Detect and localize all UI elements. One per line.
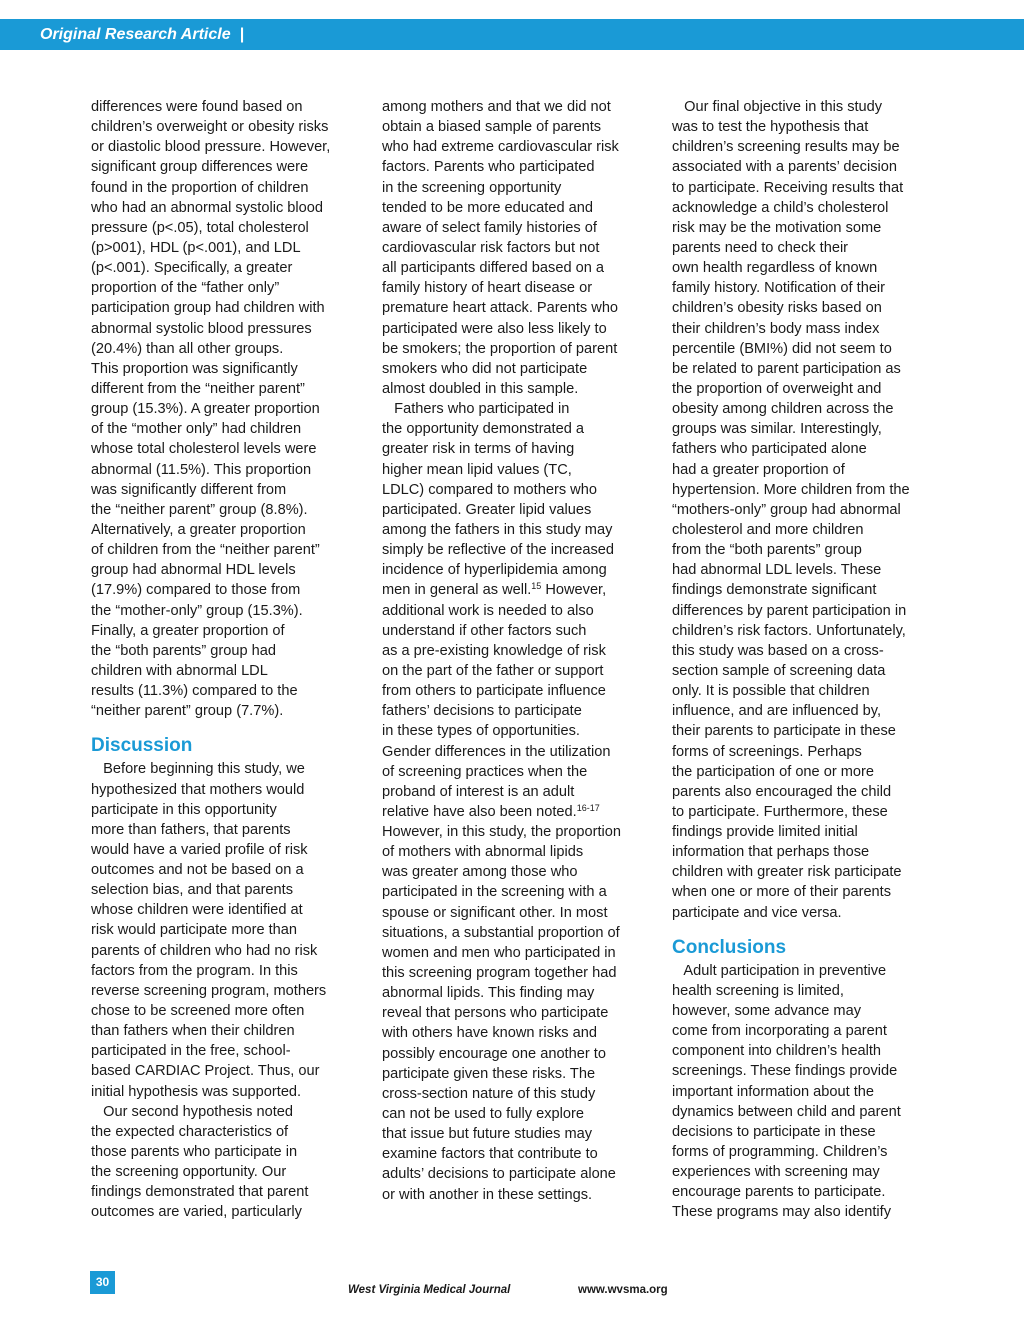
text-line: Gender differences in the utilization	[382, 743, 611, 760]
text-line: children with abnormal LDL	[91, 662, 268, 679]
text-line: findings demonstrate significant	[672, 582, 877, 599]
text-line: smokers who did not participate	[382, 360, 588, 377]
text-line: adults’ decisions to participate alone	[382, 1166, 616, 1183]
text-line: group (15.3%). A greater proportion	[91, 401, 320, 418]
journal-name: West Virginia Medical Journal	[348, 1284, 511, 1296]
text-line: come from incorporating a parent	[672, 1023, 887, 1040]
text-line: of screening practices when the	[382, 763, 588, 780]
text-line: own health regardless of known	[672, 260, 878, 277]
column2-ref16-line	[382, 802, 648, 822]
page-number-badge: 30	[90, 1271, 115, 1294]
text-line: parents also encouraged the child	[672, 783, 892, 800]
text-line: only. It is possible that children	[672, 683, 870, 700]
text-line: this study was based on a cross-	[672, 642, 884, 659]
text-line: abnormal systolic blood pressures	[91, 320, 312, 337]
text-line: outcomes and not be based on a	[91, 862, 304, 879]
text-line: associated with a parents’ decision	[672, 159, 897, 176]
column1-body	[91, 97, 357, 721]
text-line: encourage parents to participate.	[672, 1184, 886, 1201]
text-line: additional work is needed to also	[382, 602, 594, 619]
text-line: component into children’s health	[672, 1043, 882, 1060]
ref15-superscript: 15	[531, 581, 542, 592]
text-line: women and men who participated in	[382, 944, 616, 961]
text-line: on the part of the father or support	[382, 662, 604, 679]
text-line: differences were found based on	[91, 99, 303, 115]
text-line: participation group had children with	[91, 300, 325, 317]
text-line: found in the proportion of children	[91, 179, 309, 196]
text-line: section sample of screening data	[672, 662, 886, 679]
text-line: fathers’ decisions to participate	[382, 703, 582, 720]
text-line: participate and vice versa.	[672, 904, 842, 921]
text-line: participated were also less likely to	[382, 320, 607, 337]
text-line: chose to be screened more often	[91, 1003, 305, 1020]
text-line: higher mean lipid values (TC,	[382, 461, 572, 478]
text-line: children’s overweight or obesity risks	[91, 119, 329, 136]
text-line: among the fathers in this study may	[382, 521, 613, 538]
column3-conclusions-body	[672, 961, 934, 1223]
text-line: the “mother-only” group (15.3%).	[91, 602, 303, 619]
text-column-3	[672, 97, 934, 1223]
text-line: results (11.3%) compared to the	[91, 683, 298, 700]
text-line: Before beginning this study, we	[91, 761, 305, 778]
text-line: differences by parent participation in	[672, 602, 907, 619]
column2-ref15-line	[382, 580, 648, 600]
text-line: (p>001), HDL (p<.001), and LDL	[91, 239, 301, 256]
text-line: who had extreme cardiovascular risk	[382, 139, 619, 156]
text-line: had abnormal LDL levels. These	[672, 562, 882, 579]
text-line: the opportunity demonstrated a	[382, 421, 585, 438]
text-line: in these types of opportunities.	[382, 723, 580, 740]
text-line: the “both parents” group had	[91, 642, 276, 659]
text-line: premature heart attack. Parents who	[382, 300, 619, 317]
text-line: findings provide limited initial	[672, 824, 858, 841]
text-line: hypothesized that mothers would	[91, 781, 305, 798]
text-line: children’s risk factors. Unfortunately,	[672, 622, 906, 639]
text-line: LDLC) compared to mothers who	[382, 481, 597, 498]
text-line: be related to parent participation as	[672, 360, 901, 377]
column3-body	[672, 97, 934, 923]
ref16-superscript: 16-17	[576, 802, 600, 813]
text-line: than fathers when their children	[91, 1023, 295, 1040]
text-line: from the “both parents” group	[672, 542, 862, 559]
text-line: whose total cholesterol levels were	[91, 441, 317, 458]
text-line: in the screening opportunity	[382, 179, 562, 196]
text-line: Alternatively, a greater proportion	[91, 521, 306, 538]
text-line: family history of heart disease or	[382, 280, 593, 297]
text-line: had a greater proportion of	[672, 461, 845, 478]
text-line: or with another in these settings.	[382, 1186, 593, 1203]
text-line: These programs may also identify	[672, 1204, 891, 1221]
text-line: those parents who participate in	[91, 1144, 298, 1161]
text-line: whose children were identified at	[91, 902, 303, 919]
text-line: abnormal (11.5%). This proportion	[91, 461, 312, 478]
text-line: proportion of the “father only”	[91, 280, 280, 297]
text-line: reverse screening program, mothers	[91, 982, 327, 999]
text-line: the screening opportunity. Our	[91, 1164, 287, 1181]
text-line: greater risk in terms of having	[382, 441, 575, 458]
text-line: can not be used to fully explore	[382, 1106, 585, 1123]
text-line: of mothers with abnormal lipids	[382, 844, 584, 861]
column2-body-a	[382, 97, 648, 580]
text-line: possibly encourage one another to	[382, 1045, 606, 1062]
text-line: the participation of one or more	[672, 763, 874, 780]
text-line: parents of children who had no risk	[91, 942, 318, 959]
text-line: Fathers who participated in	[382, 401, 570, 418]
text-line: from others to participate influence	[382, 683, 606, 700]
text-line: initial hypothesis was supported.	[91, 1083, 302, 1100]
text-line: decisions to participate in these	[672, 1123, 876, 1140]
text-line: incidence of hyperlipidemia among	[382, 562, 607, 579]
text-line: participate in this opportunity	[91, 801, 277, 818]
text-line: be smokers; the proportion of parent	[382, 340, 618, 357]
text-line: percentile (BMI%) did not seem to	[672, 340, 892, 357]
section-banner	[0, 19, 1024, 50]
text-line: more than fathers, that parents	[91, 821, 291, 838]
journal-website[interactable]: www.wvsma.org	[578, 1284, 668, 1296]
text-line: children’s obesity risks based on	[672, 300, 882, 317]
text-line: significant group differences were	[91, 159, 309, 176]
text-line: the proportion of overweight and	[672, 380, 882, 397]
text-line: different from the “neither parent”	[91, 380, 305, 397]
text-column-2	[382, 97, 648, 1205]
text-line: forms of screenings. Perhaps	[672, 743, 862, 760]
text-line: screenings. These findings provide	[672, 1063, 898, 1080]
text-line: outcomes are varied, particularly	[91, 1204, 302, 1221]
column2-body-b	[382, 601, 648, 802]
banner-title: Original Research Article |	[40, 26, 244, 43]
text-line: “mothers-only” group had abnormal	[672, 501, 901, 518]
text-line: information that perhaps those	[672, 844, 870, 861]
text-line: the “neither parent” group (8.8%).	[91, 501, 308, 518]
text-line: “neither parent” group (7.7%).	[91, 703, 284, 720]
text-line: the expected characteristics of	[91, 1123, 289, 1140]
text-line: cardiovascular risk factors but not	[382, 239, 600, 256]
text-line: among mothers and that we did not	[382, 99, 611, 115]
text-line: spouse or significant other. In most	[382, 904, 608, 921]
discussion-heading: Discussion	[91, 735, 193, 757]
text-line: Adult participation in preventive	[672, 962, 887, 979]
text-line: participated in the free, school-	[91, 1043, 291, 1060]
text-line: findings demonstrated that parent	[91, 1184, 309, 1201]
text-line: all participants differed based on a	[382, 260, 605, 277]
text-line: who had an abnormal systolic blood	[91, 199, 324, 216]
text-line: cholesterol and more children	[672, 521, 864, 538]
text-line: Our second hypothesis noted	[91, 1103, 294, 1120]
text-line: acknowledge a child’s cholesterol	[672, 199, 889, 216]
text-line: situations, a substantial proportion of	[382, 924, 620, 941]
text-line: dynamics between child and parent	[672, 1103, 901, 1120]
text-line: to participate. Furthermore, these	[672, 803, 888, 820]
text-line: their parents to participate in these	[672, 723, 896, 740]
text-line: that issue but future studies may	[382, 1126, 593, 1143]
text-line: however, some advance may	[672, 1003, 862, 1020]
text-line: was to test the hypothesis that	[672, 119, 869, 136]
text-line: Finally, a greater proportion of	[91, 622, 285, 639]
text-line: abnormal lipids. This finding may	[382, 985, 595, 1002]
text-line: (17.9%) compared to those from	[91, 582, 301, 599]
text-line: aware of select family histories of	[382, 219, 597, 236]
text-line: selection bias, and that parents	[91, 882, 294, 899]
text-line: hypertension. More children from the	[672, 481, 910, 498]
text-line: cross-section nature of this study	[382, 1085, 596, 1102]
text-line: children with greater risk participate	[672, 864, 902, 881]
text-line: participate given these risks. The	[382, 1065, 596, 1082]
text-line: (20.4%) than all other groups.	[91, 340, 284, 357]
text-line: Our final objective in this study	[672, 99, 883, 115]
text-line: or diastolic blood pressure. However,	[91, 139, 331, 156]
text-column-1	[91, 97, 357, 1223]
text-line: based CARDIAC Project. Thus, our	[91, 1063, 320, 1080]
text-line: fathers who participated alone	[672, 441, 867, 458]
ref15-after: However,	[541, 582, 607, 599]
text-line: important information about the	[672, 1083, 874, 1100]
text-line: pressure (p<.05), total cholesterol	[91, 219, 309, 236]
text-line: groups was similar. Interestingly,	[672, 421, 882, 438]
text-line: was significantly different from	[91, 481, 287, 498]
text-line: experiences with screening may	[672, 1164, 880, 1181]
text-line: with others have known risks and	[382, 1025, 597, 1042]
text-line: to participate. Receiving results that	[672, 179, 904, 196]
text-line: almost doubled in this sample.	[382, 380, 579, 397]
text-line: understand if other factors such	[382, 622, 587, 639]
column1-discussion-body	[91, 759, 357, 1222]
text-line: However, in this study, the proportion	[382, 824, 622, 841]
text-line: participated in the screening with a	[382, 884, 607, 901]
text-line: (p<.001). Specifically, a greater	[91, 260, 293, 277]
text-line: proband of interest is an adult	[382, 783, 575, 800]
text-line: forms of programming. Children’s	[672, 1144, 888, 1161]
text-line: parents need to check their	[672, 239, 849, 256]
ref15-text: men in general as well.	[382, 582, 532, 599]
ref16-text: relative have also been noted.	[382, 803, 577, 820]
text-line: This proportion was significantly	[91, 360, 298, 377]
text-line: as a pre-existing knowledge of risk	[382, 642, 606, 659]
text-line: would have a varied profile of risk	[91, 841, 308, 858]
column2-body-c	[382, 822, 648, 1205]
text-line: this screening program together had	[382, 965, 617, 982]
text-line: of the “mother only” had children	[91, 421, 302, 438]
text-line: obesity among children across the	[672, 401, 894, 418]
text-line: examine factors that contribute to	[382, 1146, 598, 1163]
text-line: factors from the program. In this	[91, 962, 298, 979]
text-line: of children from the “neither parent”	[91, 542, 320, 559]
text-line: family history. Notification of their	[672, 280, 886, 297]
text-line: risk would participate more than	[91, 922, 298, 939]
text-line: was greater among those who	[382, 864, 578, 881]
text-line: children’s screening results may be	[672, 139, 900, 156]
text-line: influence, and are influenced by,	[672, 703, 882, 720]
text-line: risk may be the motivation some	[672, 219, 882, 236]
text-line: simply be reflective of the increased	[382, 542, 614, 559]
text-line: reveal that persons who participate	[382, 1005, 609, 1022]
text-line: participated. Greater lipid values	[382, 501, 592, 518]
text-line: group had abnormal HDL levels	[91, 562, 296, 579]
conclusions-heading: Conclusions	[672, 936, 787, 958]
text-line: health screening is limited,	[672, 982, 844, 999]
text-line: obtain a biased sample of parents	[382, 119, 602, 136]
text-line: factors. Parents who participated	[382, 159, 595, 176]
text-line: tended to be more educated and	[382, 199, 593, 216]
text-line: their children’s body mass index	[672, 320, 880, 337]
text-line: when one or more of their parents	[672, 884, 892, 901]
